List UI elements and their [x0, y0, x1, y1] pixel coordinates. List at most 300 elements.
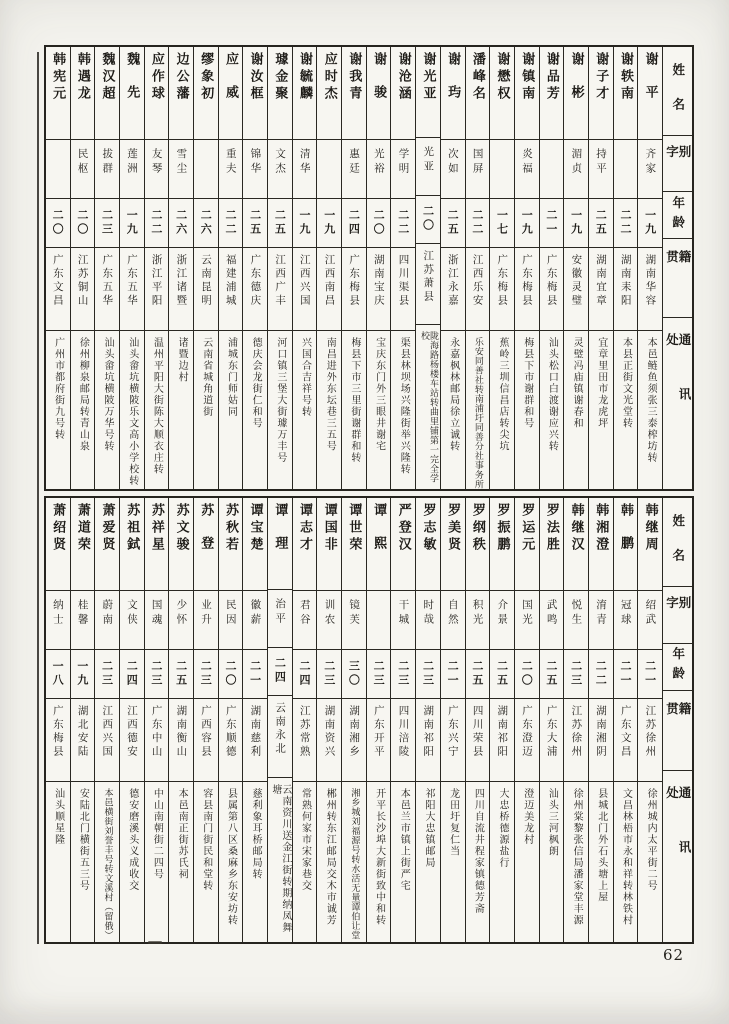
courtesy-name-cell-text: 武鸣 — [545, 599, 558, 628]
native-place-cell-text: 四川荣县 — [471, 705, 484, 759]
contact-address-cell-text: 汕头顺星隆 — [52, 788, 64, 846]
courtesy-name-cell-text: 桂馨 — [76, 599, 89, 628]
courtesy-name-cell — [46, 590, 70, 649]
native-place-cell — [540, 247, 564, 330]
age-cell — [293, 649, 317, 698]
native-place-cell — [219, 247, 243, 330]
age-cell-text: 二四 — [273, 657, 287, 686]
age-cell — [145, 649, 169, 698]
age-cell-text: 一九 — [125, 209, 139, 237]
name-cell — [268, 47, 292, 139]
header-column — [662, 47, 692, 489]
native-place-cell-text: 福建浦城 — [224, 254, 237, 308]
native-place-cell-text: 四川涪陵 — [397, 705, 410, 759]
age-cell-text: 二二 — [618, 209, 632, 237]
contact-address-cell-text: 德安磨溪头义成收交 — [126, 788, 138, 892]
age-cell — [589, 198, 613, 247]
native-place-cell-text: 广东五华 — [125, 254, 138, 308]
roster-table-top — [44, 45, 694, 491]
entry-column — [613, 47, 638, 489]
age-cell-text: 二四 — [125, 660, 139, 688]
contact-address-cell-text: 河口镇三堡大街璩万丰号 — [274, 337, 286, 464]
age-cell — [466, 198, 490, 247]
age-cell-text: 二〇 — [520, 660, 534, 688]
native-place-cell-text: 江苏萧县 — [422, 249, 435, 304]
age-cell-text: 二〇 — [51, 209, 65, 237]
courtesy-name-cell — [589, 139, 613, 198]
age-cell-text: 二一 — [618, 660, 632, 688]
native-place-cell-text: 浙江平阳 — [150, 254, 163, 308]
age-cell-text: 二五 — [594, 209, 608, 237]
native-place-cell — [120, 698, 144, 781]
entry-column — [292, 47, 317, 489]
courtesy-name-cell — [342, 590, 366, 649]
courtesy-name-cell-text: 治平 — [274, 597, 287, 627]
native-place-cell-text: 广东梅县 — [520, 254, 533, 308]
contact-address-cell-text: 本邑鲢鱼须张三泰榨坊转 — [645, 337, 657, 464]
courtesy-name-cell-text: 少怀 — [175, 599, 188, 628]
courtesy-name-cell — [219, 139, 243, 198]
courtesy-name-cell — [515, 590, 539, 649]
age-cell — [441, 649, 465, 698]
age-cell — [194, 649, 218, 698]
courtesy-name-cell — [367, 590, 391, 649]
header-name-text: 姓名 — [670, 63, 686, 132]
age-cell — [589, 649, 613, 698]
courtesy-name-cell-text: 重夫 — [224, 148, 237, 177]
native-place-cell — [46, 698, 70, 781]
entry-column — [539, 498, 564, 942]
contact-address-cell-text: 慈利象耳桥邮局转 — [250, 788, 262, 880]
contact-address-cell — [219, 330, 243, 489]
contact-address-cell-text: 汕头畲坑横陂乐文高小学校转 — [126, 337, 138, 487]
age-cell — [71, 198, 95, 247]
contact-address-cell — [293, 330, 317, 489]
contact-address-cell — [169, 330, 193, 489]
entry-column — [390, 47, 415, 489]
courtesy-name-cell — [268, 139, 292, 198]
age-cell-text: 二四 — [347, 209, 361, 237]
name-cell-text: 罗振鹏 — [494, 503, 510, 554]
name-cell-text: 谢镇南 — [519, 52, 535, 103]
name-cell-text: 谢光亚 — [420, 52, 436, 103]
courtesy-name-cell — [614, 139, 638, 198]
name-cell — [589, 498, 613, 590]
age-cell — [243, 198, 267, 247]
native-place-cell — [367, 247, 391, 330]
name-cell-text: 谢玙 — [445, 52, 461, 118]
native-place-cell — [490, 698, 514, 781]
courtesy-name-cell — [466, 590, 490, 649]
name-cell — [441, 498, 465, 590]
courtesy-name-cell — [490, 590, 514, 649]
age-cell — [317, 198, 341, 247]
native-place-cell-text: 江苏常熟 — [298, 705, 311, 759]
name-cell-text: 谢骏 — [371, 52, 387, 118]
native-place-cell-text: 广西容县 — [200, 705, 213, 759]
courtesy-name-cell-text: 锦华 — [249, 148, 262, 177]
native-place-cell-text: 江苏徐州 — [570, 705, 583, 759]
contact-address-cell-text: 大忠桥德源盐行 — [497, 788, 509, 869]
courtesy-name-cell-text: 持平 — [595, 148, 608, 177]
native-place-cell-text: 广东开平 — [372, 705, 385, 759]
courtesy-name-cell — [589, 590, 613, 649]
age-cell — [243, 649, 267, 698]
courtesy-name-cell — [71, 139, 95, 198]
name-cell — [317, 498, 341, 590]
entry-column — [366, 498, 391, 942]
native-place-cell — [243, 698, 267, 781]
age-cell-text: 一九 — [569, 209, 583, 237]
name-cell-text: 韩继汉 — [568, 503, 584, 554]
courtesy-name-cell-text: 齐家 — [644, 148, 657, 177]
entry-column — [218, 47, 243, 489]
name-cell — [466, 47, 490, 139]
age-cell — [342, 198, 366, 247]
entry-column — [489, 47, 514, 489]
age-cell-text: 二〇 — [372, 209, 386, 237]
contact-address-cell-text: 湘乡城刘福源号转水活无量谭伯让堂 — [349, 788, 360, 940]
contact-address-cell-text: 县属第八区桑麻乡东安坊转 — [225, 788, 237, 926]
native-place-cell — [71, 698, 95, 781]
contact-address-cell-text: 县城北门外石头塘上屋 — [595, 788, 607, 903]
contact-address-cell — [293, 781, 317, 942]
contact-address-cell — [441, 781, 465, 942]
courtesy-name-cell-text: 纳士 — [51, 599, 64, 628]
entry-column — [588, 47, 613, 489]
name-cell-text: 谭理 — [272, 503, 288, 569]
contact-address-cell-text: 汕头三河枫朗 — [546, 788, 558, 857]
age-cell — [95, 198, 119, 247]
native-place-cell — [564, 698, 588, 781]
courtesy-name-cell-text: 湄贞 — [570, 148, 583, 177]
contact-address-cell-text: 本邑兰市镇上街严宅 — [398, 788, 410, 892]
courtesy-name-cell — [169, 139, 193, 198]
entry-column — [94, 498, 119, 942]
age-cell — [367, 649, 391, 698]
name-cell — [169, 47, 193, 139]
courtesy-name-cell-text: 蔚南 — [101, 599, 114, 628]
courtesy-name-cell-text: 国屏 — [471, 148, 484, 177]
name-cell — [391, 47, 415, 139]
header-native-text: 籍贯 — [664, 702, 692, 743]
native-place-cell-text: 湖南资兴 — [323, 705, 336, 759]
entry-column — [539, 47, 564, 489]
header-zi — [663, 135, 692, 191]
native-place-cell-text: 广东五华 — [101, 254, 114, 308]
contact-address-cell — [416, 781, 440, 942]
age-cell — [342, 649, 366, 698]
native-place-cell — [120, 247, 144, 330]
contact-address-cell-text: 徐州柳泉邮局转青山泉 — [77, 337, 89, 452]
age-cell-text: 二六 — [199, 209, 213, 237]
age-cell-text: 二一 — [643, 660, 657, 688]
name-cell-text: 谢品芳 — [543, 52, 559, 103]
age-cell-text: 二三 — [100, 209, 114, 237]
page-binding-edge-line — [37, 52, 39, 944]
contact-address-cell — [367, 330, 391, 489]
contact-address-cell — [71, 330, 95, 489]
name-cell — [540, 498, 564, 590]
name-cell — [614, 47, 638, 139]
name-cell — [71, 47, 95, 139]
courtesy-name-cell-text: 冠球 — [619, 599, 632, 628]
courtesy-name-cell-text: 国光 — [520, 599, 533, 628]
native-place-cell — [71, 247, 95, 330]
entry-column — [193, 498, 218, 942]
name-cell — [589, 47, 613, 139]
contact-address-cell — [466, 330, 490, 489]
native-place-cell — [293, 698, 317, 781]
entry-column — [119, 498, 144, 942]
contact-address-cell — [515, 330, 539, 489]
age-cell — [416, 649, 440, 698]
courtesy-name-cell — [638, 139, 662, 198]
entry-column — [440, 47, 465, 489]
age-cell — [120, 198, 144, 247]
native-place-cell-text: 广东文昌 — [51, 254, 64, 308]
contact-address-cell — [145, 781, 169, 942]
contact-address-cell-text: 本邑南正街苏氏祠 — [176, 788, 188, 880]
native-place-cell-text: 广东兴宁 — [446, 705, 459, 759]
name-cell-text: 魏汉超 — [99, 52, 115, 103]
name-cell-text: 应时杰 — [321, 52, 337, 103]
name-cell-text: 罗运元 — [519, 503, 535, 554]
courtesy-name-cell — [416, 137, 440, 195]
name-cell — [416, 47, 440, 137]
contact-address-cell — [317, 330, 341, 489]
age-cell-text: 一七 — [495, 209, 509, 237]
age-cell — [490, 649, 514, 698]
contact-address-cell — [268, 330, 292, 489]
courtesy-name-cell-text: 学明 — [397, 148, 410, 177]
name-cell-text: 萧绍贤 — [50, 503, 66, 554]
native-place-cell-text: 湖南耒阳 — [619, 254, 632, 308]
name-cell-text: 韩湘澄 — [593, 503, 609, 554]
age-cell-text: 一九 — [75, 660, 89, 688]
native-place-cell — [589, 247, 613, 330]
courtesy-name-cell — [441, 139, 465, 198]
native-place-cell — [268, 247, 292, 330]
contact-address-cell — [589, 330, 613, 489]
age-cell-text: 二五 — [273, 209, 287, 237]
courtesy-name-cell-text: 光裕 — [372, 148, 385, 177]
contact-address-cell — [490, 330, 514, 489]
courtesy-name-cell-text: 介景 — [496, 599, 509, 628]
courtesy-name-cell — [120, 139, 144, 198]
name-cell — [490, 47, 514, 139]
entry-column — [144, 47, 169, 489]
native-place-cell — [243, 247, 267, 330]
contact-address-cell-text: 澄迈美龙村 — [521, 788, 533, 846]
name-cell — [614, 498, 638, 590]
native-place-cell — [95, 247, 119, 330]
native-place-cell-text: 江西兴国 — [298, 254, 311, 308]
name-cell-text: 谢沧涵 — [395, 52, 411, 103]
native-place-cell — [490, 247, 514, 330]
courtesy-name-cell — [120, 590, 144, 649]
courtesy-name-cell — [466, 139, 490, 198]
entry-column — [70, 498, 95, 942]
contact-address-cell — [169, 781, 193, 942]
courtesy-name-cell — [71, 590, 95, 649]
name-cell-text: 罗美贤 — [445, 503, 461, 554]
name-cell — [268, 498, 292, 589]
courtesy-name-cell-text: 拔群 — [101, 148, 114, 177]
courtesy-name-cell — [317, 139, 341, 198]
contact-address-cell-text: 梅县下市三里街谢群和转 — [348, 337, 360, 464]
native-place-cell — [169, 247, 193, 330]
native-place-cell-text: 广东文昌 — [619, 705, 632, 759]
courtesy-name-cell — [243, 139, 267, 198]
courtesy-name-cell-text: 时哉 — [422, 599, 435, 628]
age-cell-text: 二五 — [495, 660, 509, 688]
courtesy-name-cell-text: 自然 — [446, 599, 459, 628]
contact-address-cell — [638, 781, 662, 942]
native-place-cell — [441, 698, 465, 781]
native-place-cell — [614, 247, 638, 330]
header-native-text: 籍贯 — [664, 250, 692, 291]
native-place-cell-text: 湖南慈利 — [249, 705, 262, 759]
name-cell-text: 谢轶南 — [617, 52, 633, 103]
entry-column — [415, 47, 440, 489]
contact-address-cell-text: 梅县下市谢群和号 — [521, 337, 533, 429]
native-place-cell — [194, 247, 218, 330]
courtesy-name-cell-text: 友琴 — [150, 148, 163, 177]
entry-column — [390, 498, 415, 942]
name-cell-text: 罗法胜 — [543, 503, 559, 554]
contact-address-cell — [95, 781, 119, 942]
native-place-cell — [391, 698, 415, 781]
age-cell — [515, 649, 539, 698]
entry-column — [341, 498, 366, 942]
native-place-cell-text: 湖南湘乡 — [348, 705, 361, 759]
name-cell — [194, 47, 218, 139]
courtesy-name-cell — [194, 590, 218, 649]
name-cell — [46, 47, 70, 139]
contact-address-cell — [342, 330, 366, 489]
native-place-cell — [638, 698, 662, 781]
courtesy-name-cell — [638, 590, 662, 649]
age-cell — [169, 198, 193, 247]
courtesy-name-cell — [293, 139, 317, 198]
age-cell — [71, 649, 95, 698]
entry-column — [514, 498, 539, 942]
age-cell — [194, 198, 218, 247]
scan-artifact-mark — [148, 941, 162, 944]
age-cell-text: 二五 — [470, 660, 484, 688]
native-place-cell — [95, 698, 119, 781]
name-cell — [342, 47, 366, 139]
courtesy-name-cell-text: 清华 — [298, 148, 311, 177]
name-cell — [515, 47, 539, 139]
contact-address-cell — [145, 330, 169, 489]
courtesy-name-cell — [490, 139, 514, 198]
header-contact-text: 通讯处 — [664, 785, 692, 895]
header-zi-text: 别字 — [664, 596, 692, 620]
native-place-cell — [638, 247, 662, 330]
header-name — [663, 498, 692, 586]
contact-address-cell-text: 开平长沙埠大新街致中和转 — [373, 788, 385, 926]
entry-column — [242, 47, 267, 489]
native-place-cell — [416, 243, 440, 324]
courtesy-name-cell — [515, 139, 539, 198]
entry-column — [70, 47, 95, 489]
contact-address-cell — [614, 330, 638, 489]
header-name-text: 姓名 — [670, 514, 686, 583]
courtesy-name-cell — [540, 139, 564, 198]
native-place-cell — [614, 698, 638, 781]
contact-address-cell — [614, 781, 638, 942]
entry-column — [637, 498, 662, 942]
contact-address-cell-text: 四川自流井程家镇德芳斋 — [472, 788, 484, 915]
entry-column — [613, 498, 638, 942]
age-cell-text: 一八 — [51, 660, 65, 688]
header-age-text: 年龄 — [670, 647, 686, 687]
native-place-cell-text: 广东澄迈 — [520, 705, 533, 759]
header-native — [663, 690, 692, 770]
name-cell-text: 苏祥星 — [148, 503, 164, 554]
age-cell — [219, 649, 243, 698]
age-cell-text: 二二 — [149, 209, 163, 237]
name-cell — [169, 498, 193, 590]
native-place-cell — [564, 247, 588, 330]
age-cell — [416, 195, 440, 243]
native-place-cell — [145, 247, 169, 330]
contact-address-cell-text: 本县正街文光堂转 — [620, 337, 632, 429]
contact-address-cell — [589, 781, 613, 942]
courtesy-name-cell — [194, 139, 218, 198]
contact-address-cell — [243, 330, 267, 489]
contact-address-cell-text: 温州平阳大街陈大顺衣庄转 — [151, 337, 163, 475]
name-cell — [194, 498, 218, 590]
courtesy-name-cell — [367, 139, 391, 198]
name-cell — [145, 47, 169, 139]
native-place-cell — [169, 698, 193, 781]
courtesy-name-cell — [614, 590, 638, 649]
native-place-cell-text: 江西乐安 — [471, 254, 484, 308]
age-cell — [564, 198, 588, 247]
age-cell-text: 二二 — [223, 209, 237, 237]
entry-column — [588, 498, 613, 942]
header-age-text: 年龄 — [670, 195, 686, 235]
name-cell — [638, 47, 662, 139]
native-place-cell — [194, 698, 218, 781]
name-cell — [441, 47, 465, 139]
age-cell — [490, 198, 514, 247]
contact-address-cell — [638, 330, 662, 489]
native-place-cell — [145, 698, 169, 781]
name-cell — [466, 498, 490, 590]
age-cell — [391, 198, 415, 247]
native-place-cell-text: 湖南祁阳 — [422, 705, 435, 759]
entry-column — [292, 498, 317, 942]
courtesy-name-cell-text: 徽薪 — [249, 599, 262, 628]
entry-column — [341, 47, 366, 489]
contact-address-cell-text: 龙田圩复仁当 — [447, 788, 459, 857]
age-cell-text: 二二 — [470, 209, 484, 237]
native-place-cell-text: 云南昆明 — [200, 254, 213, 308]
native-place-cell — [589, 698, 613, 781]
entry-column — [366, 47, 391, 489]
courtesy-name-cell-text: 炎福 — [520, 148, 533, 177]
age-cell-text: 二三 — [421, 660, 435, 688]
contact-address-cell-text: 灵璧冯庙镇谢春和 — [571, 337, 583, 429]
name-cell-text: 苏文骏 — [173, 503, 189, 554]
age-cell-text: 二五 — [544, 660, 558, 688]
courtesy-name-cell — [540, 590, 564, 649]
age-cell-text: 二三 — [322, 660, 336, 688]
